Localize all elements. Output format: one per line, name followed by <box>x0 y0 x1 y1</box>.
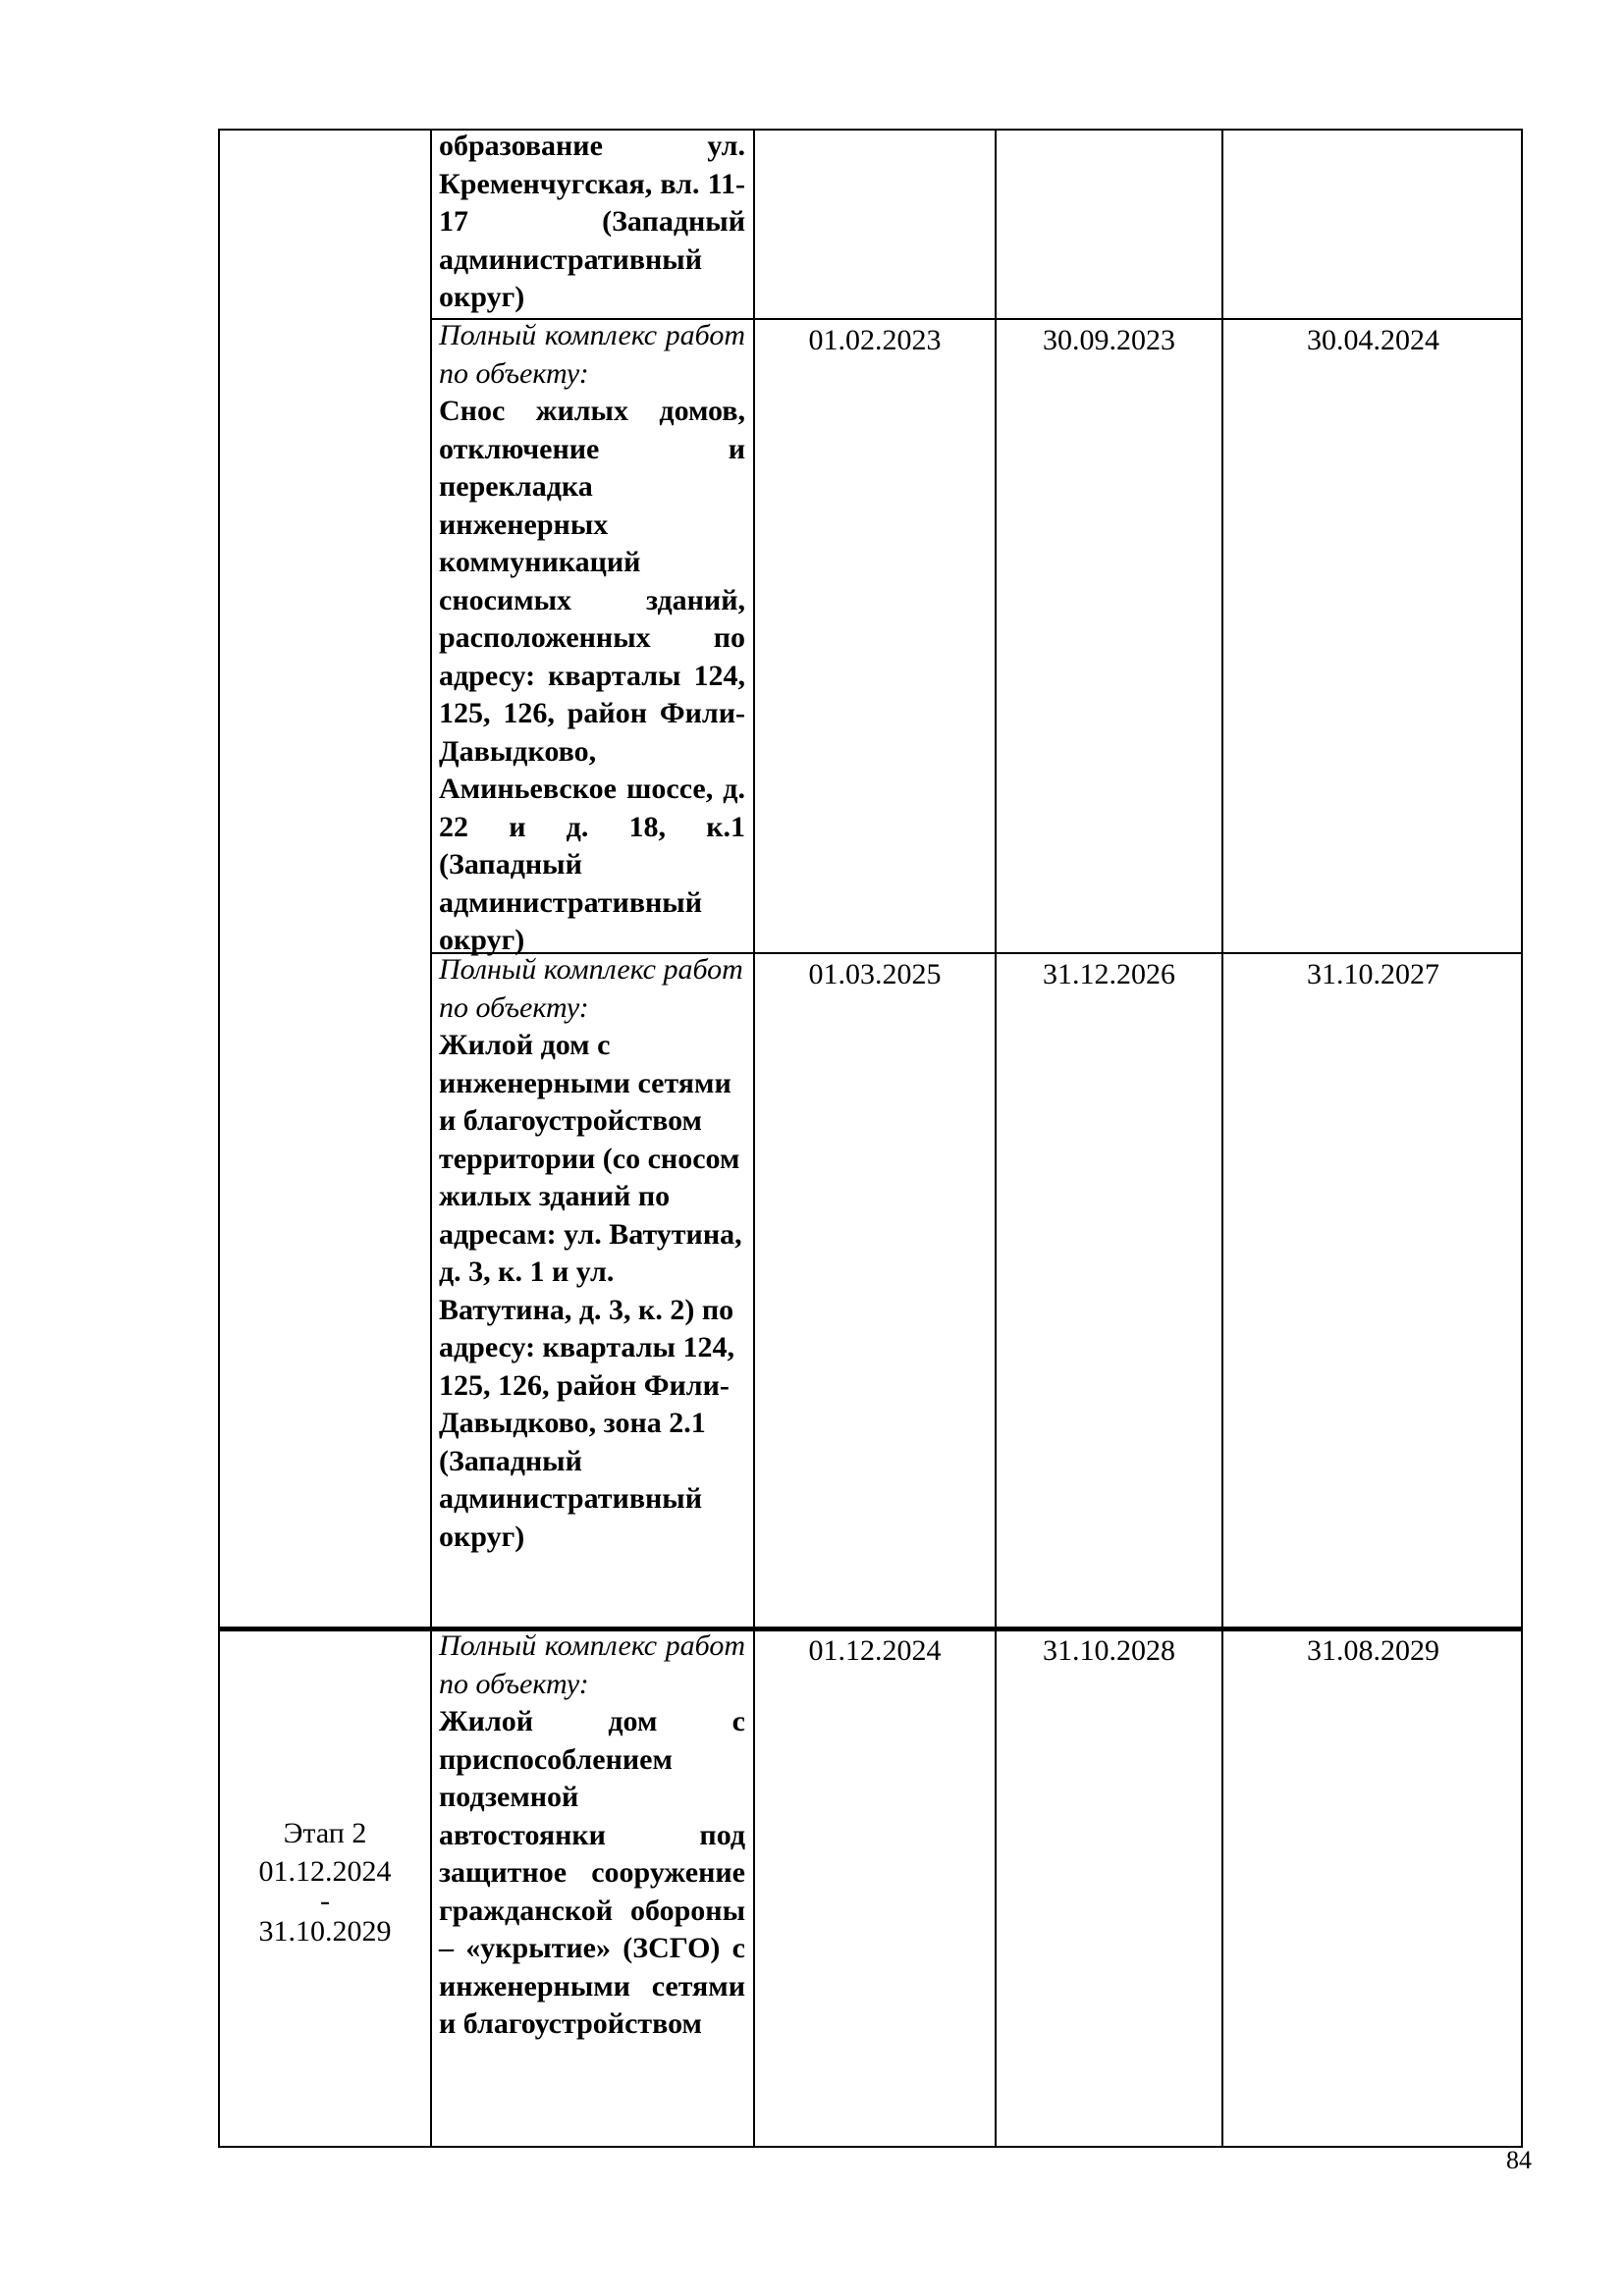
end-date: 31.12.2026 <box>1043 958 1175 990</box>
table-row <box>439 1628 745 2044</box>
object-description: Снос жилых домов, отключение и перекладка инженерных коммуникаций сносимых зданий, расположенных по адресу: кварталы 124, 125, 126, район Фили-Давыдково, Аминьевское шоссе, д. 22 и д. 18, к.1 (Западный административный округ) <box>439 395 745 956</box>
table-row <box>439 951 745 1556</box>
deadline-date: 31.08.2029 <box>1307 1634 1439 1667</box>
table-border-top <box>218 129 1523 131</box>
table-divider <box>1221 129 1223 2147</box>
stage-name: Этап 2 <box>283 1817 367 1849</box>
end-date: 31.10.2028 <box>1043 1634 1175 1667</box>
table-row <box>439 128 745 317</box>
stage-label <box>220 1814 430 1950</box>
work-scope-label: Полный комплекс работ по объекту: <box>439 319 745 390</box>
start-date: 01.03.2025 <box>808 958 942 990</box>
object-description: образование ул. Кременчугская, вл. 11-17 (Западный административный округ) <box>439 130 745 313</box>
stage-end-date: 31.10.2029 <box>258 1915 392 1948</box>
table-divider <box>995 129 997 2147</box>
end-date: 30.09.2023 <box>1043 324 1175 356</box>
table-divider <box>430 129 432 2147</box>
stage-start-date: 01.12.2024 <box>258 1855 392 1888</box>
table-divider <box>753 129 755 2147</box>
deadline-date: 30.04.2024 <box>1307 324 1439 356</box>
work-scope-label: Полный комплекс работ по объекту: <box>439 953 743 1024</box>
stage-divider <box>218 1627 1523 1631</box>
start-date: 01.12.2024 <box>808 1634 942 1667</box>
work-scope-label: Полный комплекс работ по объекту: <box>439 1629 745 1700</box>
table-row <box>439 317 745 960</box>
stage-date-separator: - <box>320 1885 330 1917</box>
object-description: Жилой дом с приспособлением подземной автостоянки под защитное сооружение гражданской обороны – «укрытие» (ЗСГО) с инженерными сетями и благоустройством <box>439 1705 745 2040</box>
object-description: Жилой дом с инженерными сетями и благоустройством территории (со сносом жилых зданий по адресам: ул. Ватутина, д. 3, к. 1 и ул. Ватутина, д. 3, к. 2) по адресу: кварталы 124, 125, 126, район Фили-Давыдково, зона 2.1 (Западный административный округ) <box>439 1029 742 1553</box>
table-border-right <box>1521 129 1523 2147</box>
start-date: 01.02.2023 <box>808 324 942 356</box>
page-number: 84 <box>1506 2146 1532 2174</box>
deadline-date: 31.10.2027 <box>1307 958 1439 990</box>
table-border-bottom <box>218 2146 1523 2148</box>
